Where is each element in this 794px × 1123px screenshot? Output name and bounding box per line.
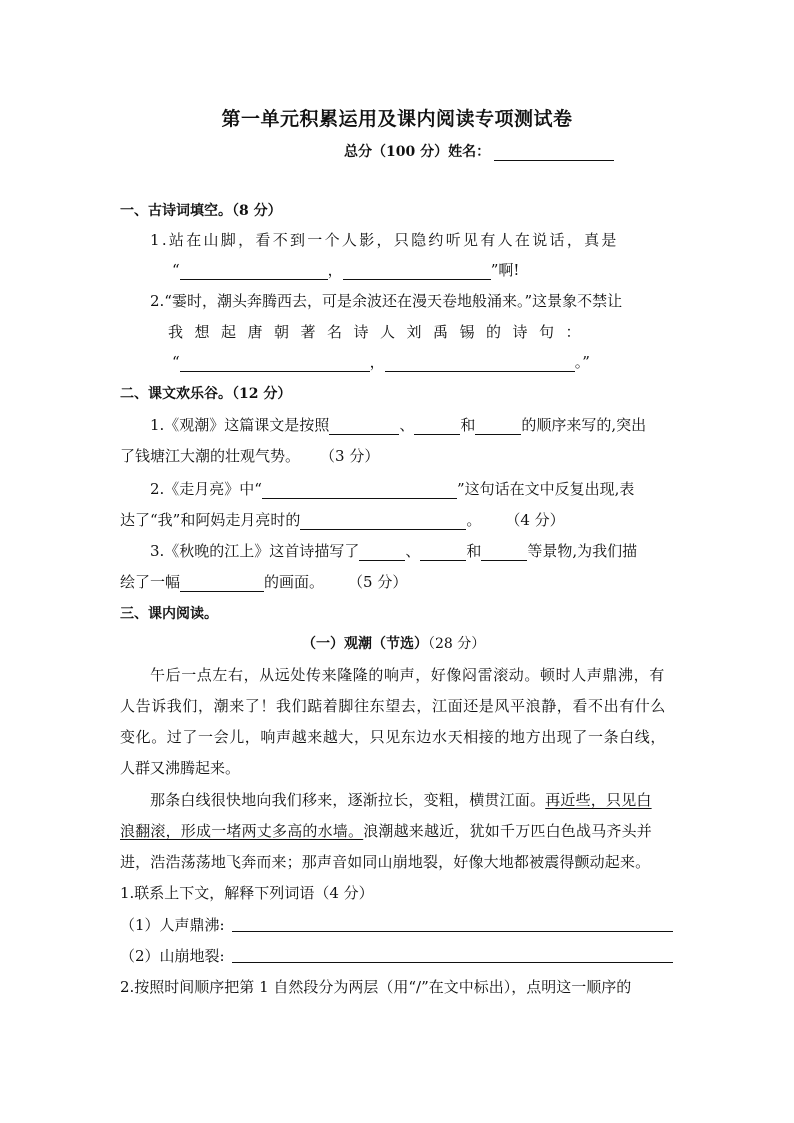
section3-heading: 三、课内阅读。 [120,606,218,622]
s2-q2-line2: 达了“我”和阿妈走月亮时的 。 （4 分） [120,511,565,529]
underlined-sentence-part2: 浪翻滚，形成一堵两丈多高的水墙。 [120,822,364,840]
s2-q2-line1: 2.《走月亮》中“ ”这句话在文中反复出现,表 [150,480,635,498]
s1-q1-blank1[interactable] [180,263,328,280]
passage-points: （28 分） [428,636,486,652]
passage-p2-line2: 浪翻滚，形成一堵两丈多高的水墙。浪潮越来越近，犹如千万匹白色战马齐头并 [120,822,653,840]
passage-subtitle: （一）观潮（节选）（28 分） [302,636,486,652]
score-label: 总分（100 分）姓名： [344,144,491,160]
s2-q3-points: （5 分） [348,573,408,591]
s2-q1-blank1[interactable] [329,418,399,435]
s2-q2-blank2[interactable] [300,513,466,530]
s2-q1-blank3[interactable] [475,418,521,435]
s2-q2-blank1[interactable] [262,482,457,499]
s2-q1-points: （3 分） [320,447,380,465]
s1-q1-line2: “ ， ”啊! [172,261,520,279]
section1-heading: 一、古诗词填空。（8 分） [120,203,282,219]
s2-q3-line2: 绘了一幅 的画面。 （5 分） [120,573,408,591]
s2-q3-blank3[interactable] [481,544,527,561]
s1-q2-blank2[interactable] [385,355,575,372]
s1-q1-line1: 1.站在山脚，看不到一个人影，只隐约听见有人在说话，真是 [150,231,619,249]
s3-q1-item1-answer-line[interactable] [232,931,673,932]
passage-p1-line1: 午后一点左右，从远处传来隆隆的响声，好像闷雷滚动。顿时人声鼎沸，有 [150,666,665,684]
s1-q1-blank2[interactable] [343,263,491,280]
page-title: 第一单元积累运用及课内阅读专项测试卷 [221,108,573,130]
s3-q2-text: 2.按照时间顺序把第 1 自然段分为两层（用“/”在文中标出），点明这一顺序的 [120,978,632,996]
s2-q1-blank2[interactable] [414,418,460,435]
s2-q3-blank4[interactable] [180,575,264,592]
s1-q2-line3: “ ， 。” [172,353,590,371]
s2-q1-line2: 了钱塘江大潮的壮观气势。 （3 分） [120,447,380,465]
passage-p1-line3: 变化。过了一会儿，响声越来越大，只见东边水天相接的地方出现了一条白线， [120,728,667,746]
passage-p1-line2: 人告诉我们，潮来了！我们踮着脚往东望去，江面还是风平浪静，看不出有什么 [120,697,667,715]
s2-q1-line1: 1.《观潮》这篇课文是按照 、 和 的顺序来写的,突出 [150,416,647,434]
passage-p2-line3: 进，浩浩荡荡地飞奔而来；那声音如同山崩地裂，好像大地都被震得颤动起来。 [120,853,651,871]
s2-q2-points: （4 分） [505,511,565,529]
s3-q1-text: 1.联系上下文，解释下列词语（4 分） [120,884,374,902]
passage-p2-line1: 那条白线很快地向我们移来，逐渐拉长，变粗，横贯江面。再近些，只见白 [150,791,652,809]
score-and-name [344,141,614,161]
s3-q1-item2-label: （2）山崩地裂: [120,947,225,965]
s3-q1-item2-answer-line[interactable] [232,962,673,963]
s2-q3-blank2[interactable] [420,544,466,561]
s2-q3-blank1[interactable] [359,544,405,561]
section2-heading: 二、课文欢乐谷。（12 分） [120,386,292,402]
s2-q3-line1: 3.《秋晚的江上》这首诗描写了 、 和 等景物,为我们描 [150,542,638,560]
name-input-line[interactable] [494,146,614,161]
passage-p1-line4: 人群又沸腾起来。 [120,759,241,777]
underlined-sentence-part1: 再近些，只见白 [545,791,652,809]
s1-q2-line2: 我想起唐朝著名诗人刘禹锡的诗句： [168,323,593,341]
s1-q2-blank1[interactable] [180,355,370,372]
s1-q2-line1: 2.“霎时，潮头奔腾西去，可是余波还在漫天卷地般涌来。”这景象不禁让 [150,292,623,310]
s3-q1-item1-label: （1）人声鼎沸: [120,916,225,934]
